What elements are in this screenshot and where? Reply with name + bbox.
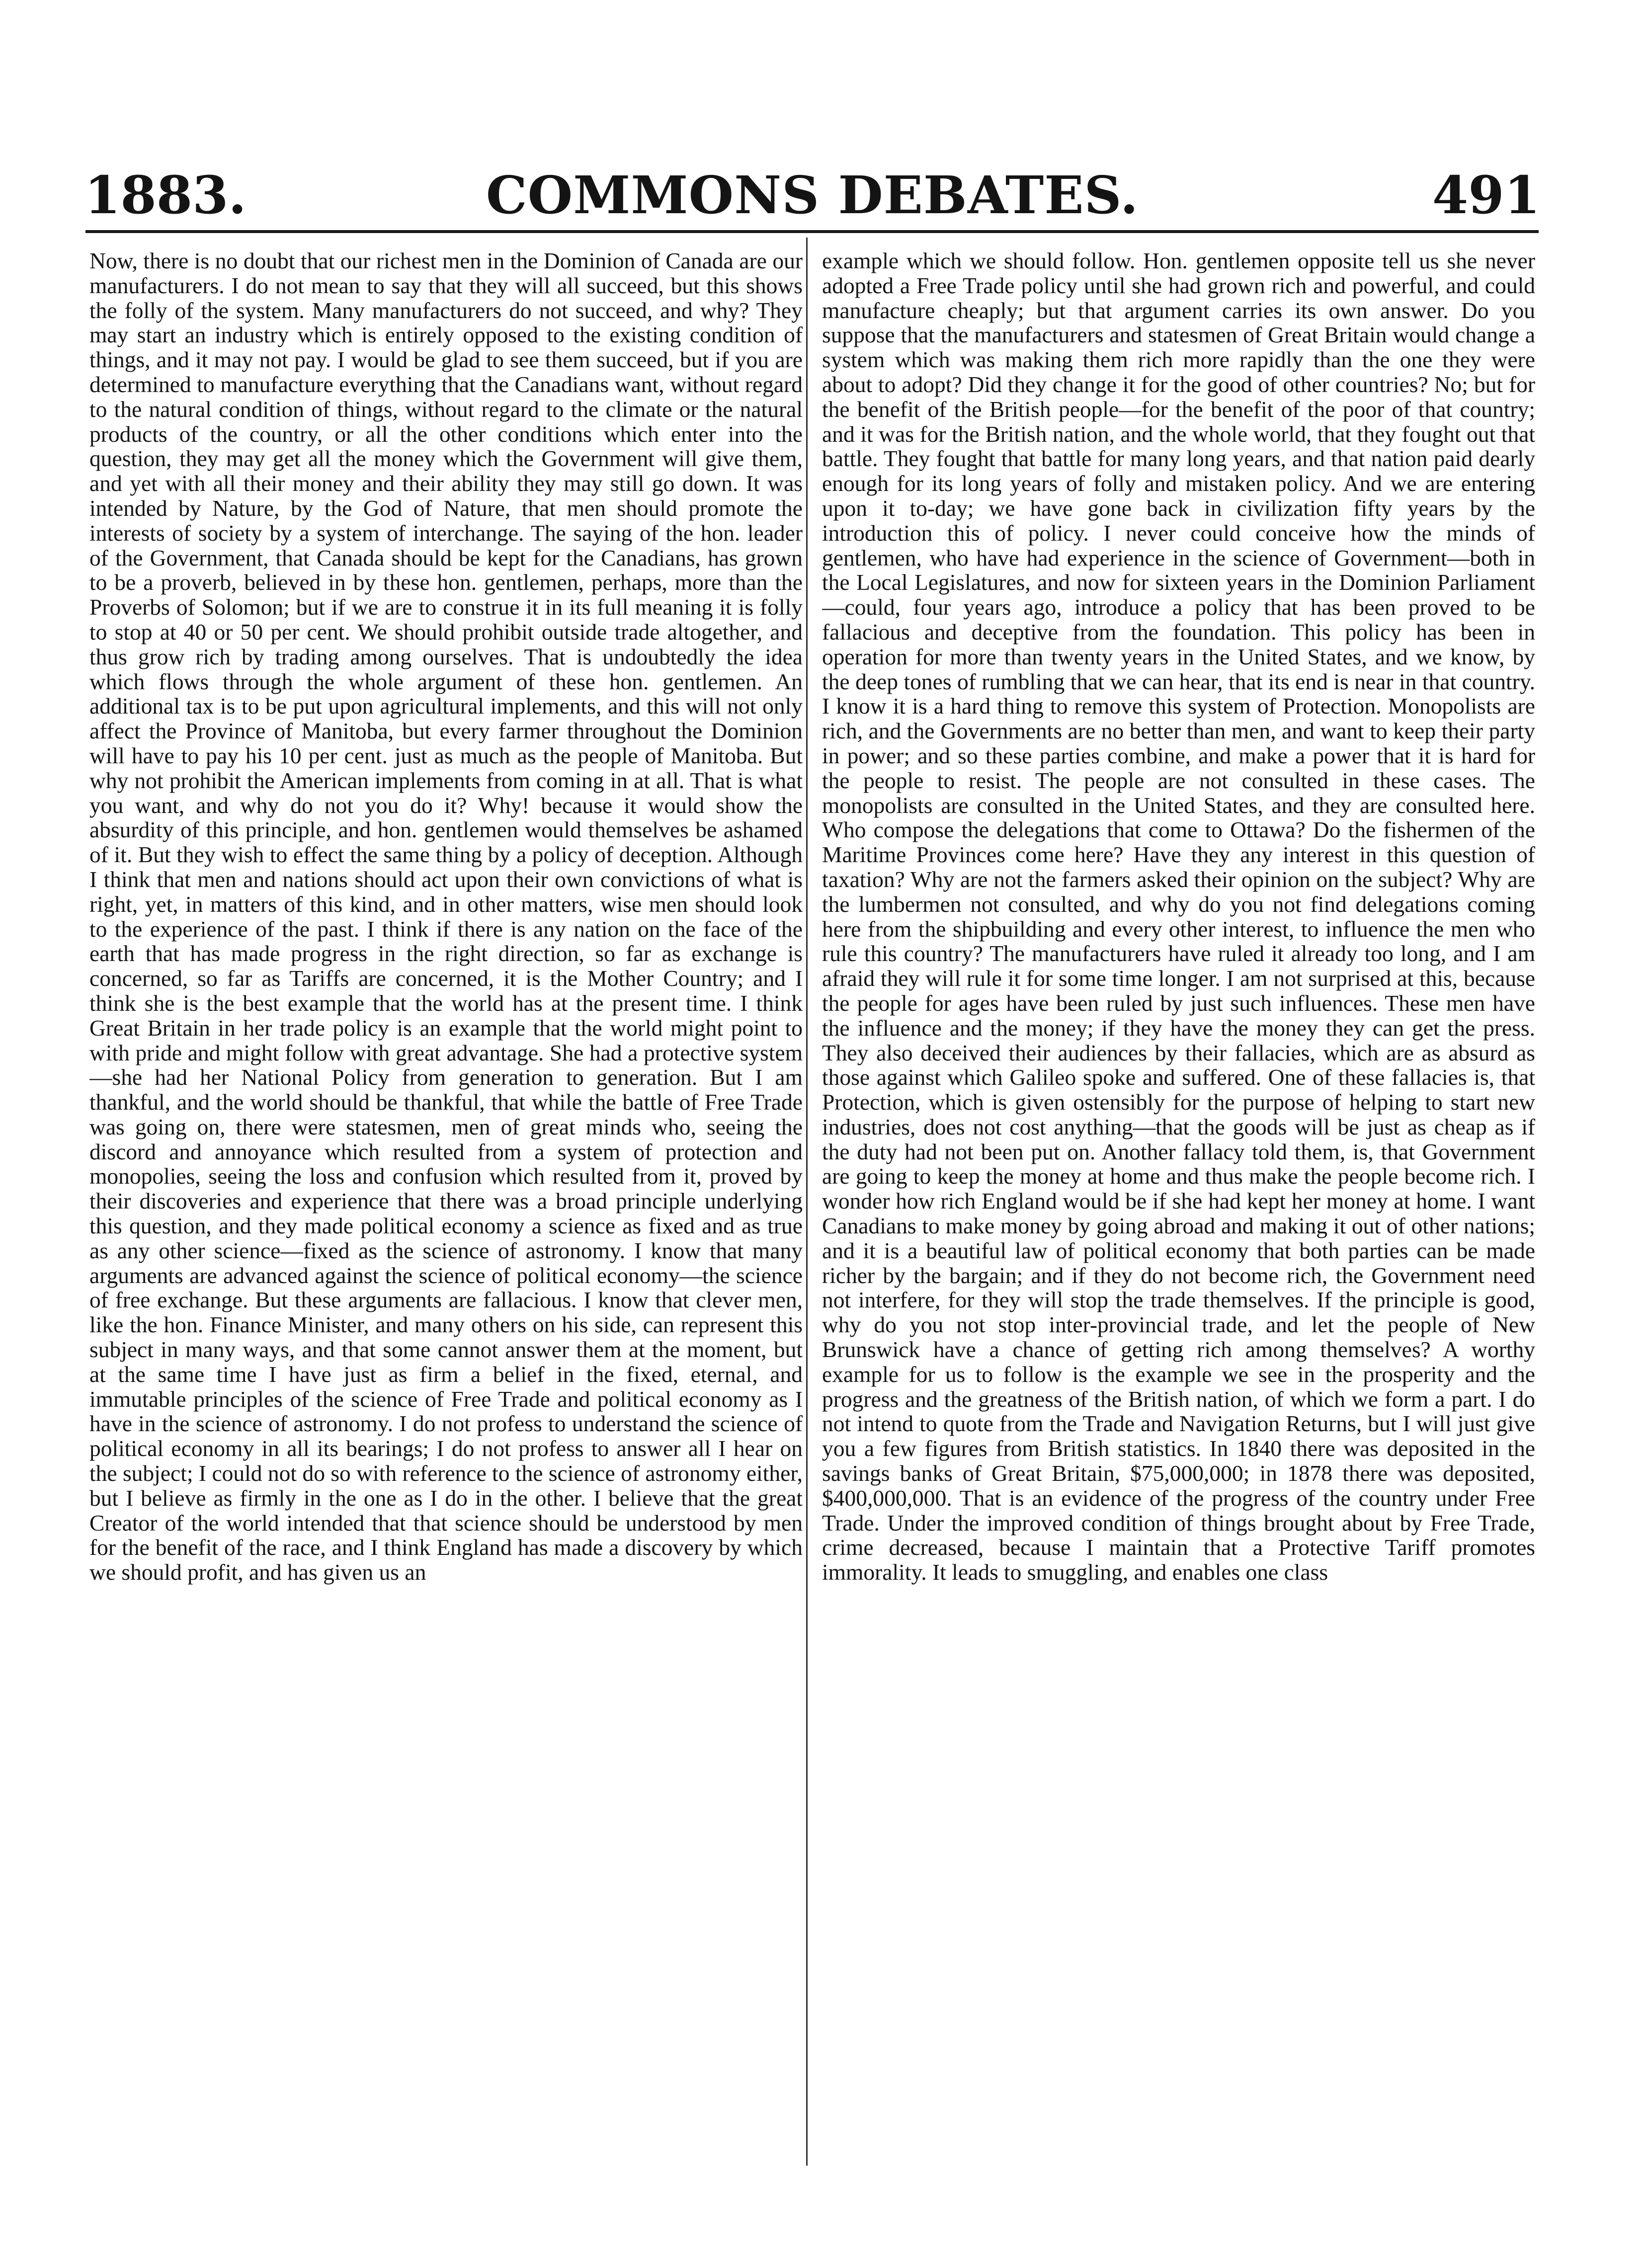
right-column-text: example which we should follow. Hon. gentlemen opposite tell us she never adopted a Free Trade policy until she had grown rich and powerful, and could manufacture cheaply; but that argument carries its own answer. Do you suppose that the manufacturers and statesmen of Great Britain would change a system which was making them rich more rapidly than the one they were about to adopt? Did they change it for the good of other countries? No; but for the benefit of the British people—for the benefit of the poor of that country; and it was for the British nation, and the whole world, that they fought out that battle. They fought that battle for many long years, and that nation paid dearly enough for its long years of folly and mistaken policy. And we are entering upon it to-day; we have gone back in civilization fifty years by the introduction this of policy. I never could conceive how the minds of gentlemen, who have had experience in the science of Government—both in the Local Legislatures, and now for sixteen years in the Dominion Parliament—could, four years ago, introduce a policy that has been proved to be fallacious and deceptive from the foundation. This policy has been in operation for more than twenty years in the United States, and we know, by the deep tones of rumbling that we can hear, that its end is near in that country. I know it is a hard thing to remove this system of Protection. Monopolists are rich, and the Governments are no better than men, and want to keep their party in power; and so these parties combine, and make a power that it is hard for the people to resist. The people are not consulted in these cases. The monopolists are consulted in the United States, and they are consulted here. Who compose the delegations that come to Ottawa? Do the fishermen of the Maritime Provinces come here? Have they any interest in this question of taxation? Why are not the farmers asked their opinion on the subject? Why are the lumbermen not consulted, and why do you not find delegations coming here from the shipbuilding and every other interest, to influence the men who rule this country? The manufacturers have ruled it already too long, and I am afraid they will rule it for some time longer. I am not surprised at this, because the people for ages have been ruled by just such influences. These men have the influence and the money; if they have the money they can get the press. They also deceived their audiences by their fallacies, which are as absurd as those against which Galileo spoke and suffered. One of these fallacies is, that Protection, which is given ostensibly for the purpose of helping to start new industries, does not cost anything—that the goods will be just as cheap as if the duty had not been put on. Another fallacy told them, is, that Government are going to keep the money at home and thus make the people become rich. I wonder how rich England would be if she had kept her money at home. I want Canadians to make money by going abroad and making it out of other nations; and it is a beautiful law of political economy that both parties can be made richer by the bargain; and if they do not become rich, the Government need not interfere, for they will stop the trade themselves. If the principle is good, why do you not stop inter-provincial trade, and let the people of New Brunswick have a chance of getting rich among themselves? A worthy example for us to follow is the example we see in the prosperity and the progress and the greatness of the British nation, of which we form a part. I do not intend to quote from the Trade and Navigation Returns, but I will just give you a few figures from British statistics. In 1840 there was deposited in the savings banks of Great Britain, $75,000,000; in 1878 there was deposited, $400,000,000. That is an evidence of the progress of the country under Free Trade. Under the improved condition of things brought about by Free Trade, crime decreased, because I maintain that a Protective Tariff promotes immorality. It leads to smuggling, and enables one class	[822, 248, 1535, 1585]
header-title: COMMONS DEBATES.	[486, 164, 1139, 226]
header-year: 1883.	[84, 164, 247, 226]
header-page-number: 491	[1432, 164, 1540, 226]
right-column	[822, 248, 1535, 2167]
left-column-text: Now, there is no doubt that our richest men in the Dominion of Canada are our manufacturers. I do not mean to say that they will all succeed, but this shows the folly of the system. Many manufacturers do not succeed, and why? They may start an industry which is entirely opposed to the existing condition of things, and it may not pay. I would be glad to see them succeed, but if you are determined to manufacture everything that the Canadians want, without regard to the natural condition of things, without regard to the climate or the natural products of the country, or all the other conditions which enter into the question, they may get all the money which the Government will give them, and yet with all their money and their ability they may still go down. It was intended by Nature, by the God of Nature, that men should promote the interests of society by a system of interchange. The saying of the hon. leader of the Government, that Canada should be kept for the Canadians, has grown to be a proverb, believed in by these hon. gentlemen, perhaps, more than the Proverbs of Solomon; but if we are to construe it in its full meaning it is folly to stop at 40 or 50 per cent. We should prohibit outside trade altogether, and thus grow rich by trading among ourselves. That is undoubtedly the idea which flows through the whole argument of these hon. gentlemen. An additional tax is to be put upon agricultural implements, and this will not only affect the Province of Manitoba, but every farmer throughout the Dominion will have to pay his 10 per cent. just as much as the people of Manitoba. But why not prohibit the American implements from coming in at all. That is what you want, and why do not you do it? Why! because it would show the absurdity of this principle, and hon. gentlemen would themselves be ashamed of it. But they wish to effect the same thing by a policy of deception. Although I think that men and nations should act upon their own convictions of what is right, yet, in matters of this kind, and in other matters, wise men should look to the experience of the past. I think if there is any nation on the face of the earth that has made progress in the right direction, so far as exchange is concerned, so far as Tariffs are concerned, it is the Mother Country; and I think she is the best example that the world has at the present time. I think Great Britain in her trade policy is an example that the world might point to with pride and might follow with great advantage. She had a protective system—she had her National Policy from generation to generation. But I am thankful, and the world should be thankful, that while the battle of Free Trade was going on, there were statesmen, men of great minds who, seeing the discord and annoyance which resulted from a system of protection and monopolies, seeing the loss and confusion which resulted from it, proved by their discoveries and experience that there was a broad principle underlying this question, and they made political economy a science as fixed and as true as any other science—fixed as the science of astronomy. I know that many arguments are advanced against the science of political economy—the science of free exchange. But these arguments are fallacious. I know that clever men, like the hon. Finance Minister, and many others on his side, can represent this subject in many ways, and that some cannot answer them at the moment, but at the same time I have just as firm a belief in the fixed, eternal, and immutable principles of the science of Free Trade and political economy as I have in the science of astronomy. I do not profess to understand the science of political economy in all its bearings; I do not profess to answer all I hear on the subject; I could not do so with reference to the science of astronomy either, but I believe as firmly in the one as I do in the other. I believe that the great Creator of the world intended that that science should be understood by men for the benefit of the race, and I think England has made a discovery by which we should profit, and has given us an	[89, 248, 803, 1585]
column-divider	[806, 238, 808, 2166]
page-header	[84, 163, 1540, 228]
left-column	[89, 248, 803, 2167]
header-rule	[85, 230, 1539, 233]
